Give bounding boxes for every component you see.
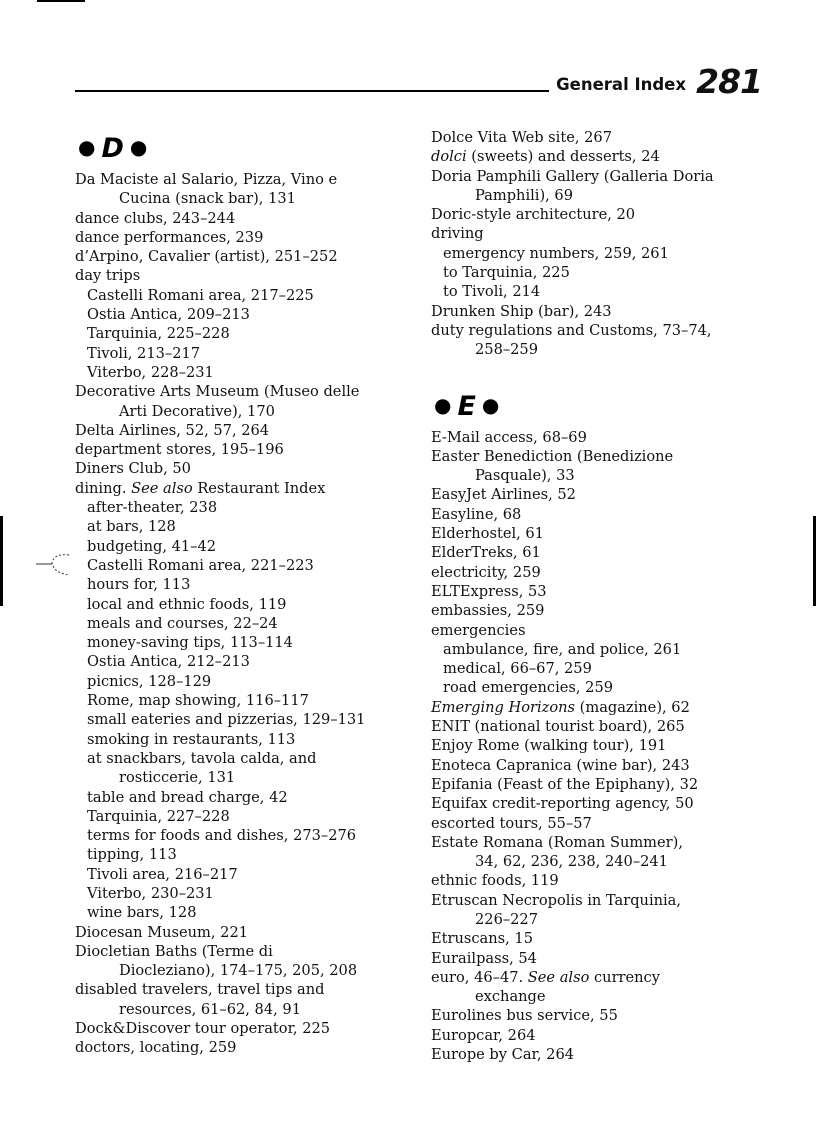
entry-line [431, 775, 791, 794]
entry-line [431, 949, 791, 968]
entry-line [431, 302, 791, 321]
entry-line [87, 498, 420, 517]
entry-line [87, 903, 420, 922]
index-entry [75, 170, 420, 209]
entry-text: Doric-style architecture, 20 [431, 206, 636, 224]
entry-line [87, 595, 420, 614]
index-entries-d [75, 170, 420, 1058]
index-entry [431, 621, 791, 640]
entry-line [75, 382, 420, 401]
entry-line [75, 421, 420, 440]
index-entry [431, 949, 791, 968]
entry-line [75, 1019, 420, 1038]
entry-text: electricity, 259 [431, 563, 541, 581]
entry-line [431, 167, 791, 186]
index-entry [75, 942, 420, 981]
margin-arrow-mark [36, 551, 72, 579]
entry-text: d’Arpino, Cavalier (artist), 251–252 [75, 248, 338, 266]
entry-line [75, 440, 420, 459]
entry-text: Europcar, 264 [431, 1026, 536, 1044]
entry-text: Drunken Ship (bar), 243 [431, 302, 612, 320]
index-entry [75, 421, 420, 440]
index-entries-d-continued [431, 128, 791, 360]
index-entry [431, 205, 791, 224]
index-entry [431, 601, 791, 620]
entry-line [431, 601, 791, 620]
entry-text: Equifax credit-reporting agency, 50 [431, 795, 694, 813]
entry-line [87, 305, 420, 324]
index-entry [75, 923, 420, 942]
entry-line [431, 128, 791, 147]
entry-text: Doria Pamphili Gallery (Galleria Doria [431, 167, 714, 185]
entry-text: Diners Club, 50 [75, 460, 191, 478]
index-subentry [431, 640, 791, 659]
entry-text: budgeting, 41–42 [87, 537, 217, 555]
entry-line [431, 621, 791, 640]
index-entry [431, 485, 791, 504]
entry-text: escorted tours, 55–57 [431, 814, 592, 832]
entry-line [431, 717, 791, 736]
index-entry [431, 1045, 791, 1064]
index-entry [431, 717, 791, 736]
entry-line [75, 266, 420, 285]
entry-line [87, 633, 420, 652]
left-margin-bracket [0, 516, 3, 606]
entry-line [87, 730, 420, 749]
section-letter-d [75, 128, 420, 170]
index-entry [431, 1006, 791, 1025]
index-entry [75, 1038, 420, 1057]
entry-text: Easter Benediction (Benedizione [431, 447, 674, 465]
entry-text: Dock&Discover tour operator, 225 [75, 1020, 331, 1038]
entry-line [87, 652, 420, 671]
entry-line [87, 556, 420, 575]
entry-text: day trips [75, 267, 141, 285]
entry-text: ambulance, fire, and police, 261 [443, 640, 682, 658]
entry-line [431, 224, 791, 243]
index-entry [75, 1019, 420, 1038]
entry-line [87, 884, 420, 903]
index-entry [431, 582, 791, 601]
entry-text: dining. [75, 479, 127, 497]
entry-text: road emergencies, 259 [443, 679, 614, 697]
entry-text: Etruscans, 15 [431, 930, 533, 948]
entry-line [87, 672, 420, 691]
index-subentry [75, 595, 420, 614]
entry-text: Etruscan Necropolis in Tarquinia, [431, 891, 682, 909]
index-subentry [431, 263, 791, 282]
entry-line [75, 980, 420, 999]
entry-text: to Tarquinia, 225 [443, 264, 570, 282]
entry-line [431, 524, 791, 543]
entry-line [87, 286, 420, 305]
index-entry [75, 209, 420, 228]
index-subentry [75, 710, 420, 729]
entry-line [443, 678, 791, 697]
index-entry [75, 266, 420, 285]
entry-line [75, 247, 420, 266]
index-entry [431, 891, 791, 930]
entry-line [87, 363, 420, 382]
entry-text: small eateries and pizzerias, 129–131 [87, 711, 366, 729]
entry-line [87, 575, 420, 594]
index-entry [431, 736, 791, 755]
index-entry [75, 247, 420, 266]
index-entry [431, 563, 791, 582]
index-entry [431, 814, 791, 833]
entry-text: Viterbo, 230–231 [87, 884, 214, 902]
entry-line [75, 170, 420, 189]
section-letter-e [431, 386, 791, 428]
entry-text: Castelli Romani area, 221–223 [87, 556, 314, 574]
entry-continuation: Arti Decorative), 170 [119, 402, 275, 420]
entry-line [87, 691, 420, 710]
entry-text: Decorative Arts Museum (Museo delle [75, 383, 360, 401]
entry-text: medical, 66–67, 259 [443, 660, 592, 678]
index-subentry [75, 498, 420, 517]
see-also-label: See also [527, 968, 590, 986]
entry-text: at bars, 128 [87, 518, 176, 536]
entry-text: ENIT (national tourist board), 265 [431, 718, 685, 736]
entry-line [431, 563, 791, 582]
entry-text: dance performances, 239 [75, 228, 264, 246]
index-entry [431, 128, 791, 147]
entry-text: ELTExpress, 53 [431, 582, 547, 600]
entry-text: Diocesan Museum, 221 [75, 923, 249, 941]
index-subentry [75, 614, 420, 633]
entry-line [431, 447, 791, 466]
entry-line [431, 205, 791, 224]
entry-text: Rome, map showing, 116–117 [87, 692, 309, 710]
entry-line [87, 710, 420, 729]
entry-continuation: Pasquale), 33 [475, 467, 575, 485]
entry-line [431, 485, 791, 504]
index-entry [75, 459, 420, 478]
entry-line [87, 614, 420, 633]
entry-text: Delta Airlines, 52, 57, 264 [75, 421, 270, 439]
entry-tail: Restaurant Index [197, 479, 326, 497]
entry-line [443, 244, 791, 263]
entry-line [431, 891, 791, 910]
entry-line [431, 756, 791, 775]
entry-continuation: 226–227 [475, 910, 539, 928]
index-entry [431, 505, 791, 524]
entry-text: terms for foods and dishes, 273–276 [87, 827, 357, 845]
entry-continuation: resources, 61–62, 84, 91 [119, 1000, 301, 1018]
bullet-icon: ● [481, 392, 500, 417]
index-subentry [75, 652, 420, 671]
entry-line [87, 324, 420, 343]
index-entry [75, 382, 420, 421]
index-subentry [431, 659, 791, 678]
index-entry [431, 756, 791, 775]
entry-line [431, 321, 791, 340]
index-entry [431, 698, 791, 717]
index-entry [431, 428, 791, 447]
entry-text: meals and courses, 22–24 [87, 614, 278, 632]
entry-line [87, 845, 420, 864]
entry-text: Enjoy Rome (walking tour), 191 [431, 737, 667, 755]
entry-line [431, 736, 791, 755]
index-entry [431, 929, 791, 948]
index-subentry [75, 807, 420, 826]
entry-line [75, 209, 420, 228]
entry-text: E-Mail access, 68–69 [431, 428, 587, 446]
entry-line [431, 1045, 791, 1064]
entry-text: Tivoli, 213–217 [87, 344, 201, 362]
bullet-icon: ● [129, 135, 148, 159]
entry-line [443, 263, 791, 282]
entry-line [431, 833, 791, 852]
entry-text: dance clubs, 243–244 [75, 209, 236, 227]
index-subentry [75, 865, 420, 884]
entry-line [431, 543, 791, 562]
entry-text: at snackbars, tavola calda, and [87, 749, 317, 767]
entry-text: money-saving tips, 113–114 [87, 634, 293, 652]
entry-line [443, 640, 791, 659]
bullet-icon: ● [78, 135, 96, 159]
index-entry [431, 321, 791, 360]
index-entry [431, 147, 791, 166]
entry-line [431, 505, 791, 524]
index-entry [431, 1026, 791, 1045]
index-subentry [75, 537, 420, 556]
entry-term-italic: dolci [431, 148, 467, 166]
index-subentry [75, 363, 420, 382]
entry-text: Ostia Antica, 209–213 [87, 306, 250, 324]
section-gap [431, 360, 791, 386]
index-subentry [75, 633, 420, 652]
index-entry [431, 302, 791, 321]
entry-line [431, 871, 791, 890]
page-number: 281 [696, 62, 762, 101]
index-subentry [75, 575, 420, 594]
entry-text: Easyline, 68 [431, 505, 522, 523]
entry-text: Tivoli area, 216–217 [87, 865, 238, 883]
entry-continuation: 34, 62, 236, 238, 240–241 [475, 853, 668, 871]
entry-text: after-theater, 238 [87, 499, 218, 517]
entry-tail: (magazine), 62 [579, 698, 690, 716]
entry-text: department stores, 195–196 [75, 441, 284, 459]
entry-text: Elderhostel, 61 [431, 525, 544, 543]
bullet-icon: ● [434, 392, 452, 417]
entry-line [75, 942, 420, 961]
entry-text: Da Maciste al Salario, Pizza, Vino e [75, 171, 338, 188]
index-entry [431, 167, 791, 206]
entry-text: Estate Romana (Roman Summer), [431, 833, 683, 851]
entry-tail: (sweets) and desserts, 24 [471, 148, 660, 166]
entry-continuation: Pamphili), 69 [475, 186, 573, 204]
index-subentry [431, 678, 791, 697]
entry-text: Dolce Vita Web site, 267 [431, 129, 612, 146]
index-entry [75, 440, 420, 459]
entry-line [75, 923, 420, 942]
index-entry [431, 447, 791, 486]
index-entry [431, 524, 791, 543]
entry-line [431, 698, 791, 717]
entry-continuation: rosticcerie, 131 [119, 769, 236, 787]
index-column-right [431, 128, 791, 1064]
see-also-label: See also [131, 479, 193, 497]
entry-text: embassies, 259 [431, 602, 545, 620]
entry-text: Enoteca Capranica (wine bar), 243 [431, 756, 690, 774]
entry-line [87, 749, 420, 768]
section-letter: D [101, 133, 124, 164]
entry-line [87, 826, 420, 845]
section-letter: E [457, 390, 476, 422]
index-subentry [75, 691, 420, 710]
index-column-left [75, 128, 420, 1058]
entry-text: Castelli Romani area, 217–225 [87, 286, 314, 304]
entry-text: picnics, 128–129 [87, 672, 212, 690]
index-subentry [431, 282, 791, 301]
index-subentry [75, 826, 420, 845]
entry-text: Eurailpass, 54 [431, 949, 537, 967]
entry-text: wine bars, 128 [87, 904, 197, 922]
entry-continuation: exchange [475, 988, 546, 1006]
index-subentry [75, 749, 420, 788]
entry-text: Eurolines bus service, 55 [431, 1007, 618, 1025]
entry-line [443, 282, 791, 301]
index-entry [431, 543, 791, 562]
entry-line [431, 582, 791, 601]
entry-line [431, 814, 791, 833]
entry-text: Ostia Antica, 212–213 [87, 653, 250, 671]
entry-line [431, 1026, 791, 1045]
entry-text: local and ethnic foods, 119 [87, 595, 287, 613]
entry-text: euro, 46–47. [431, 968, 524, 986]
entry-text: to Tivoli, 214 [443, 283, 541, 301]
entry-line [75, 1038, 420, 1057]
index-entry [75, 980, 420, 1019]
entry-line [431, 428, 791, 447]
index-entry [75, 479, 420, 498]
index-entry [431, 794, 791, 813]
entry-text: emergencies [431, 621, 526, 639]
index-subentry [75, 903, 420, 922]
index-entry [431, 775, 791, 794]
index-subentry [75, 517, 420, 536]
index-subentry [75, 788, 420, 807]
entry-text: Epifania (Feast of the Epiphany), 32 [431, 775, 699, 793]
entry-text: Diocletian Baths (Terme di [75, 942, 273, 960]
entry-term-italic: Emerging Horizons [431, 698, 576, 716]
entry-text: ethnic foods, 119 [431, 872, 559, 890]
entry-line [75, 459, 420, 478]
entry-line [443, 659, 791, 678]
entry-text: hours for, 113 [87, 576, 191, 594]
entry-text: EasyJet Airlines, 52 [431, 486, 576, 504]
index-subentry [75, 884, 420, 903]
index-subentry [75, 305, 420, 324]
entry-line [87, 344, 420, 363]
index-subentry [75, 324, 420, 343]
entry-line [431, 1006, 791, 1025]
index-subentry [75, 556, 420, 575]
index-subentry [75, 344, 420, 363]
entry-text: tipping, 113 [87, 846, 177, 864]
entry-text: driving [431, 225, 484, 243]
index-entry [431, 871, 791, 890]
running-head: General Index [556, 75, 686, 94]
entry-text: duty regulations and Customs, 73–74, [431, 321, 712, 339]
entry-tail: currency [594, 968, 660, 986]
entry-line [431, 794, 791, 813]
entry-text: Europe by Car, 264 [431, 1046, 575, 1064]
index-entry [431, 833, 791, 872]
entry-line [75, 479, 420, 498]
index-entry [431, 224, 791, 243]
entry-line [431, 929, 791, 948]
index-subentry [75, 286, 420, 305]
header-rule [75, 90, 549, 92]
entry-text: ElderTreks, 61 [431, 544, 541, 562]
index-entries-e [431, 428, 791, 1065]
entry-line [87, 788, 420, 807]
index-subentry [431, 244, 791, 263]
entry-continuation: Cucina (snack bar), 131 [119, 190, 296, 208]
entry-continuation: Diocleziano), 174–175, 205, 208 [119, 962, 358, 980]
entry-text: doctors, locating, 259 [75, 1039, 237, 1057]
index-subentry [75, 672, 420, 691]
entry-text: disabled travelers, travel tips and [75, 981, 325, 999]
index-entry [431, 968, 791, 1007]
entry-text: Viterbo, 228–231 [87, 363, 214, 381]
entry-line [75, 228, 420, 247]
top-crop-mark [37, 0, 85, 2]
entry-line [87, 537, 420, 556]
entry-text: Tarquinia, 225–228 [87, 325, 230, 343]
index-subentry [75, 730, 420, 749]
entry-line [431, 147, 791, 166]
entry-continuation: 258–259 [475, 341, 539, 359]
entry-text: smoking in restaurants, 113 [87, 730, 296, 748]
entry-line [87, 865, 420, 884]
entry-text: Tarquinia, 227–228 [87, 807, 230, 825]
entry-text: table and bread charge, 42 [87, 788, 288, 806]
entry-line [87, 517, 420, 536]
entry-line [431, 968, 791, 987]
index-subentry [75, 845, 420, 864]
entry-line [87, 807, 420, 826]
entry-text: emergency numbers, 259, 261 [443, 244, 669, 262]
index-entry [75, 228, 420, 247]
